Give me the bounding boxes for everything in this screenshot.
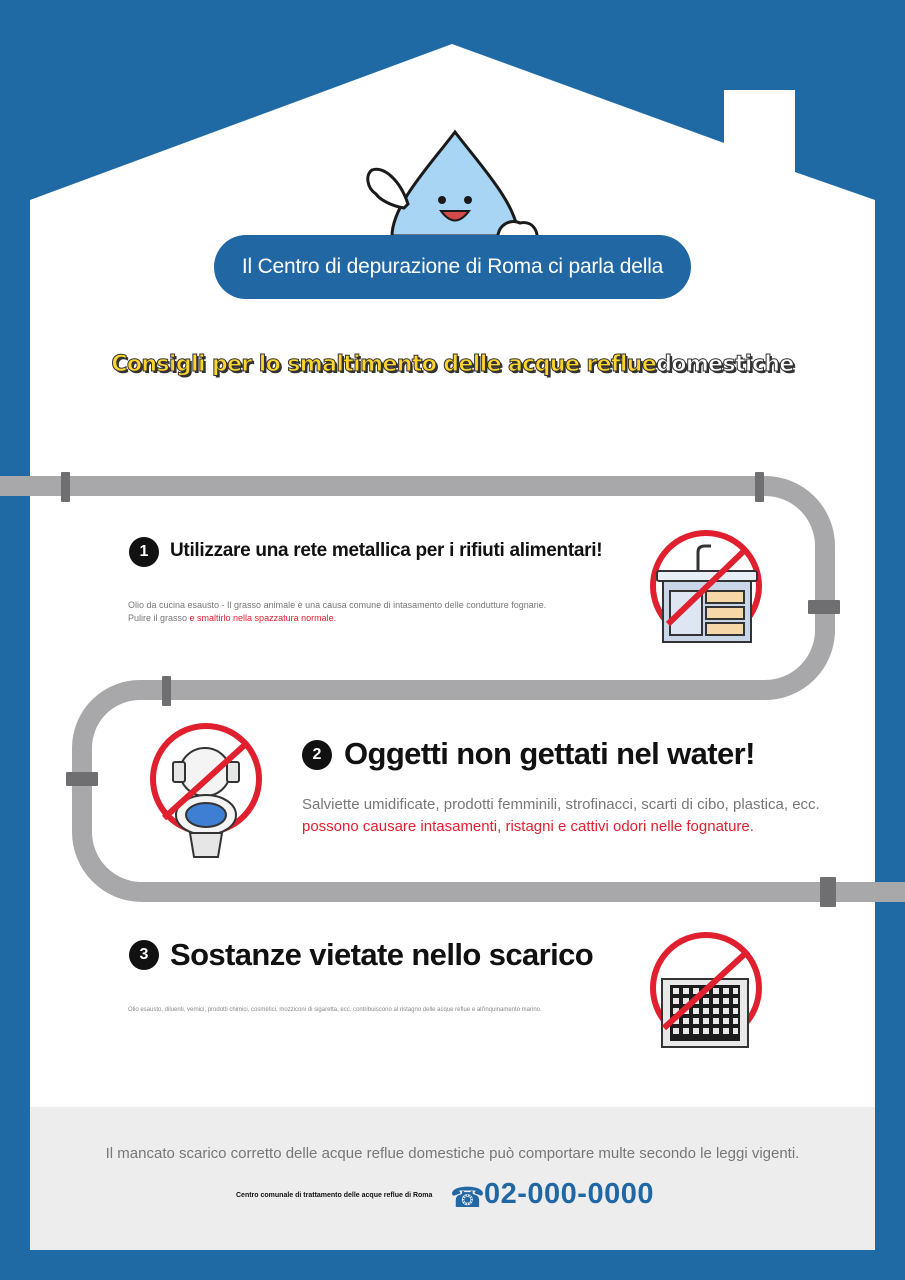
tip-2-title: Oggetti non gettati nel water! bbox=[344, 736, 755, 771]
headline-rest: domestiche bbox=[656, 352, 794, 377]
footer-panel bbox=[30, 1107, 875, 1250]
tip-3-title: Sostanze vietate nello scarico bbox=[170, 937, 594, 972]
office-name: Centro comunale di trattamento delle acque reflue di Roma bbox=[236, 1192, 433, 1199]
phone-icon: ☎ bbox=[450, 1182, 485, 1213]
legal-warning: Il mancato scarico corretto delle acque reflue domestiche può comportare multe secondo le leggi vigenti. bbox=[105, 1145, 800, 1162]
tip-3-number-badge: 3 bbox=[129, 940, 159, 970]
tip-1-desc-line2 bbox=[128, 612, 546, 625]
tip-1-description bbox=[128, 599, 546, 625]
tip-1-title: Utilizzare una rete metallica per i rifiuti alimentari! bbox=[170, 540, 603, 561]
headline-highlight: Consigli per lo smaltimento delle acque reflue bbox=[111, 352, 657, 377]
tip-2-description bbox=[302, 794, 820, 838]
main-headline bbox=[0, 352, 905, 377]
tip-1-desc-prefix: Pulire il grasso bbox=[128, 613, 190, 623]
intro-banner bbox=[214, 235, 691, 299]
tip-1-desc-red: e smaltirlo nella spazzatura normale. bbox=[189, 613, 337, 623]
phone-number[interactable]: 02-000-0000 bbox=[484, 1178, 654, 1210]
no-drain-icon bbox=[653, 935, 759, 1047]
tip-2-desc-red: possono causare intasamenti, ristagni e cattivi odori nelle fognature. bbox=[302, 818, 754, 835]
tip-2-number-badge: 2 bbox=[302, 740, 332, 770]
intro-banner-text: Il Centro di depurazione di Roma ci parla della bbox=[241, 255, 664, 278]
tip-1-desc-line1: Olio da cucina esausto - Il grasso animale è una causa comune di intasamento delle condutture fognarie. bbox=[128, 600, 547, 610]
tip-2-desc-line1: Salviette umidificate, prodotti femminili, strofinacci, scarti di cibo, plastica, ecc. bbox=[302, 796, 820, 813]
tip-1-number-badge: 1 bbox=[129, 537, 159, 567]
tip-3-description: Olio esausto, diluenti, vernici, prodotti chimici, cosmetici, mozziconi di sigaretta, ecc. contribuiscono al ristagno delle acque reflue e all'inquinamento marino. bbox=[128, 1007, 542, 1013]
no-sink-icon bbox=[653, 533, 759, 642]
